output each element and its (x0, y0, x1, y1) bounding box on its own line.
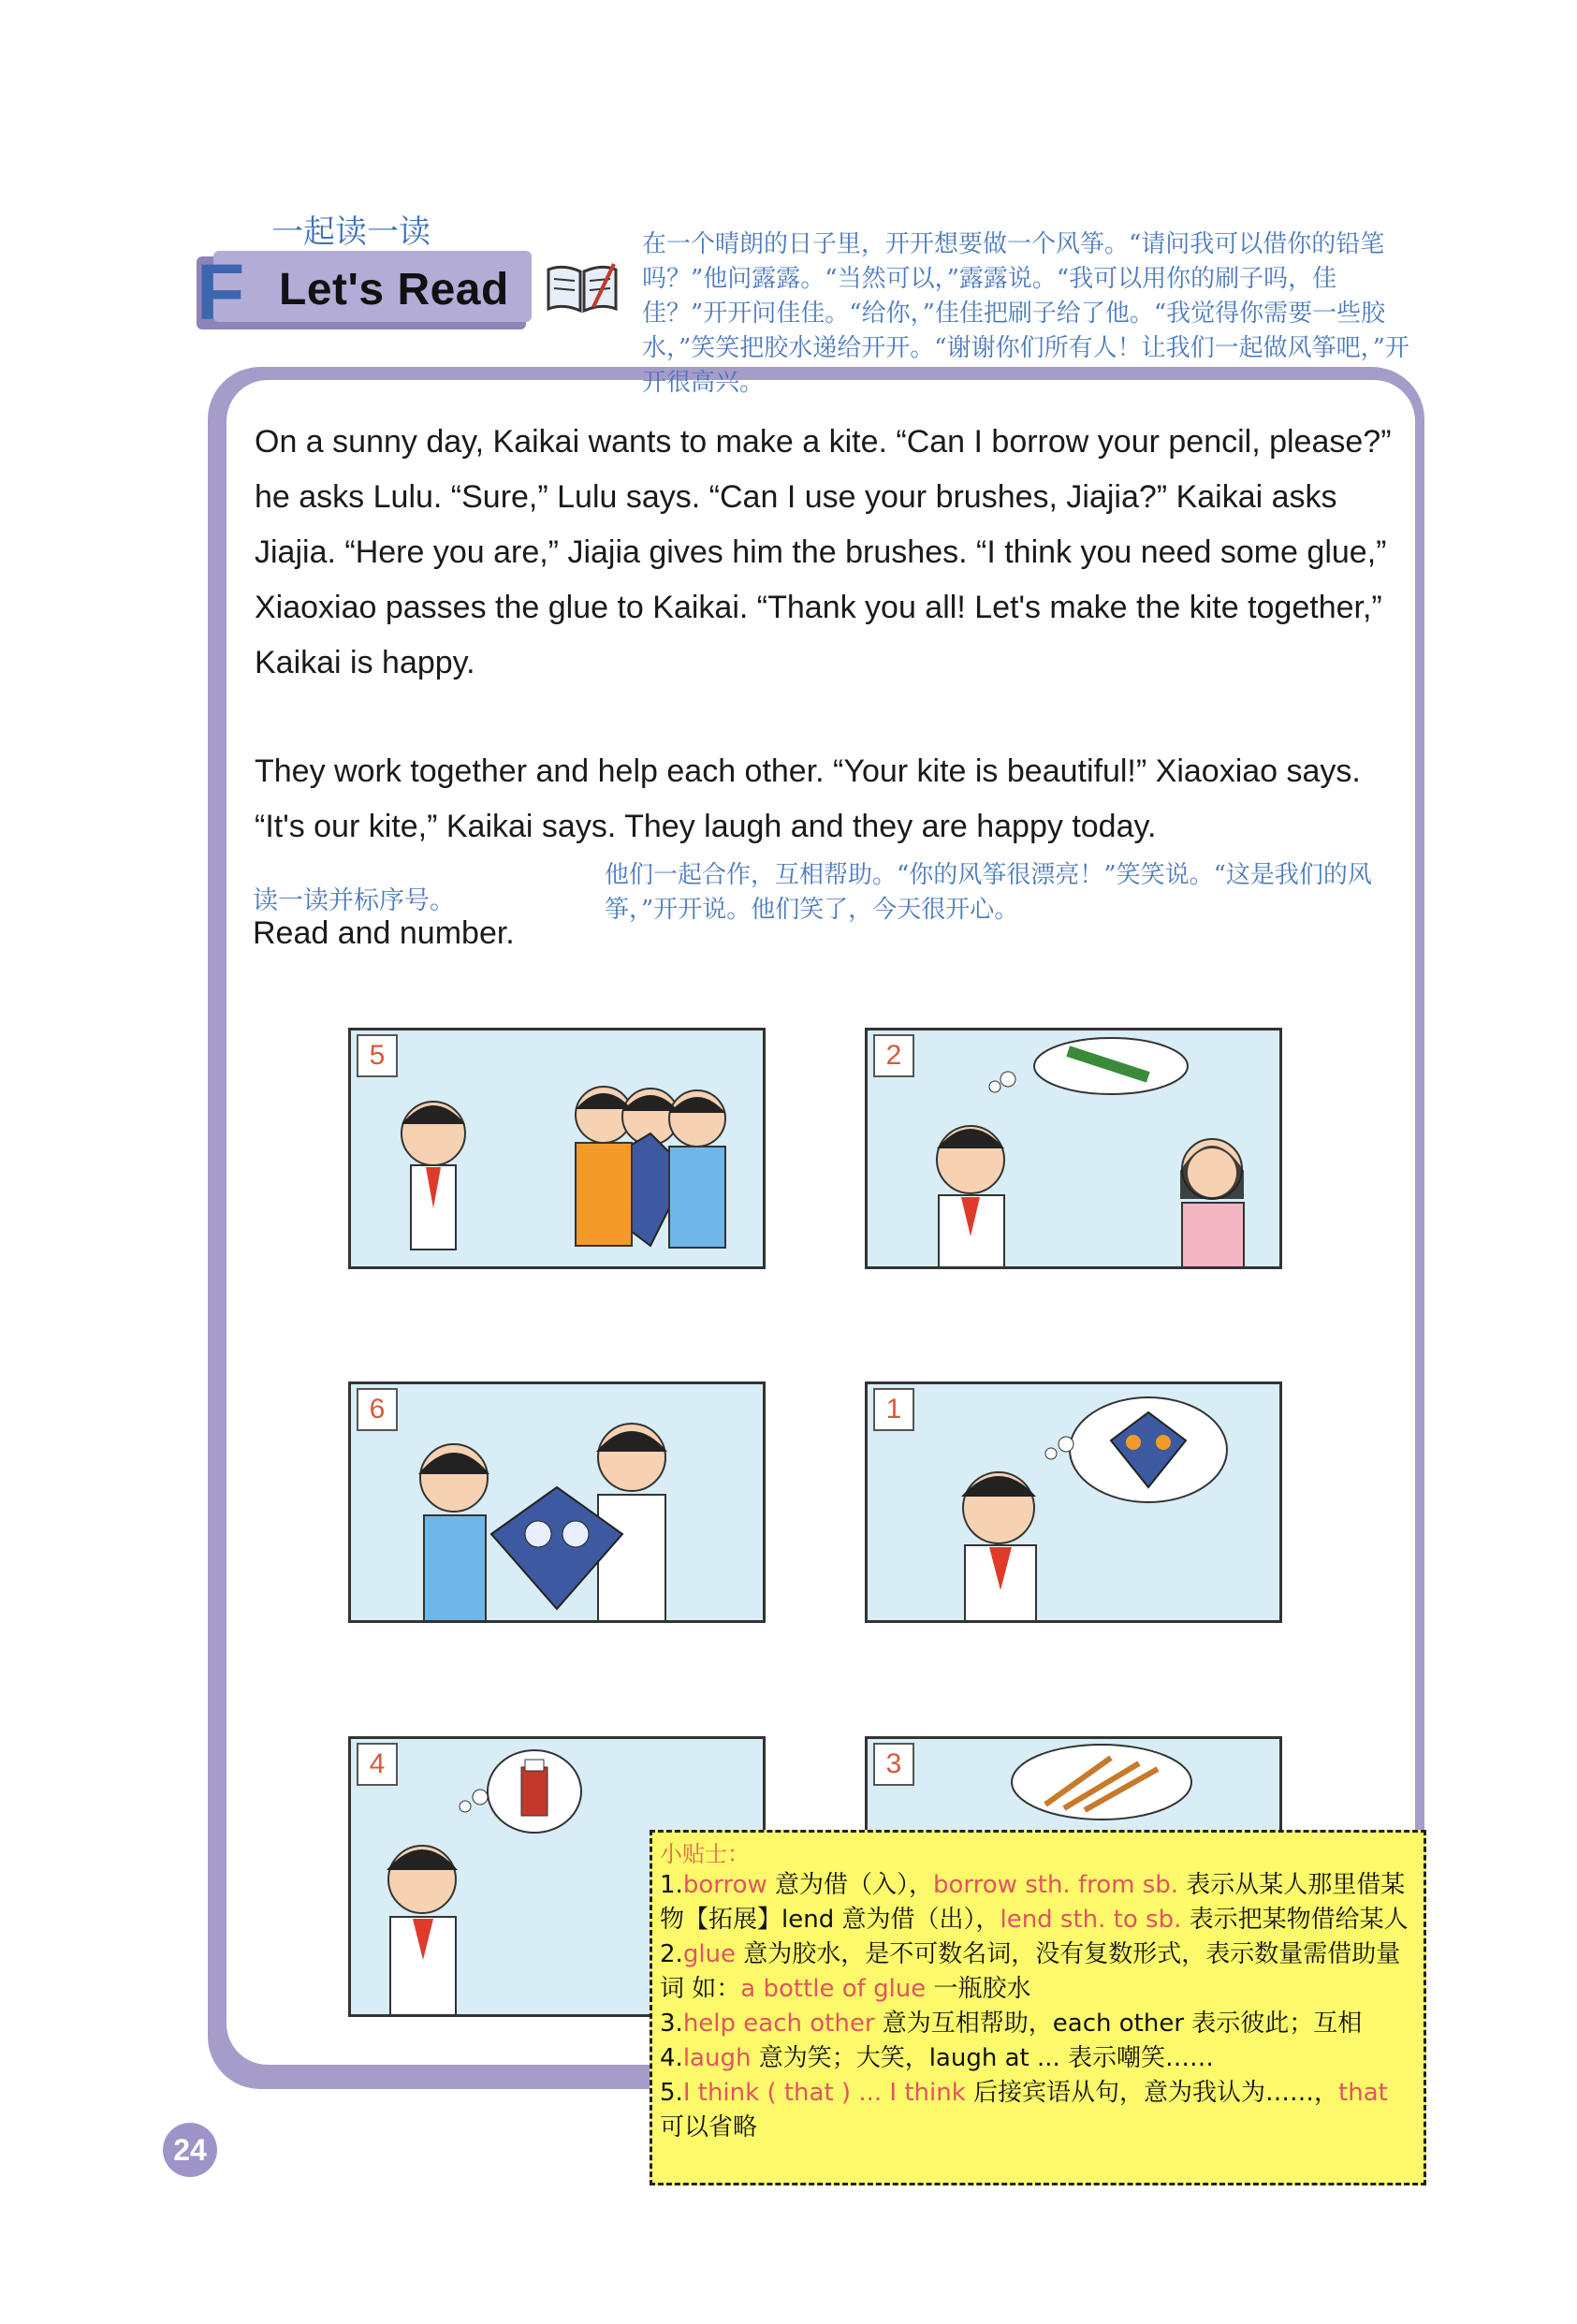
tip-keyword: a bottle of glue (740, 1975, 927, 2003)
tip-keyword: borrow (682, 1871, 767, 1899)
tip-text: 意为胶水，是不可数名词，没有复数形式，表示数量需借助量词 如： (660, 1940, 1401, 2003)
tip-number: 5. (660, 2079, 683, 2107)
tip-text: 意为笑；大笑，laugh at ... 表示嘲笑…… (751, 2044, 1215, 2072)
tip-keyword: help each other (682, 2010, 875, 2038)
panel-number: 3 (873, 1743, 914, 1786)
illustration-girl-boy-hold-kite (351, 1384, 766, 1623)
panel-number: 1 (873, 1388, 914, 1431)
story-paragraph-2: They work together and help each other. “Your kite is beautiful!” Xiaoxiao says. “It's our kite,” Kaikai says. They laugh and they are happy today. (255, 753, 1361, 844)
instruction-cn: 读一读并标序号。 (253, 886, 455, 915)
comic-panel-6 (348, 1381, 766, 1623)
tip-keyword: laugh (682, 2044, 752, 2072)
section-title-banner (197, 248, 524, 336)
comic-panel-5 (348, 1028, 766, 1269)
tip-number: 1. (660, 1871, 683, 1899)
comic-panel-1 (865, 1381, 1282, 1623)
instruction-en: Read and number. (253, 915, 515, 951)
tip-text: 表示从某人那里借某物【拓展】lend 意为借（出）， (660, 1871, 1406, 1934)
book-icon (545, 260, 620, 316)
comic-panel-2 (865, 1028, 1282, 1269)
tip-item-3 (660, 2007, 1414, 2041)
tip-keyword: that (1338, 2079, 1388, 2107)
translation-mid-cn: 他们一起合作，互相帮助。“你的风筝很漂亮！”笑笑说。“这是我们的风筝，”开开说。他们笑了，今天很开心。 (605, 861, 1372, 924)
tip-number: 3. (660, 2010, 683, 2038)
tip-item-2 (660, 1937, 1414, 2007)
illustration-kids-with-kite (351, 1030, 766, 1269)
panel-number: 4 (357, 1743, 398, 1786)
tip-text: 意为借（入）， (767, 1871, 934, 1899)
panel-number: 5 (357, 1034, 398, 1077)
tip-keyword: glue (682, 1940, 737, 1968)
illustration-boy-thinks-pencil (868, 1030, 1282, 1269)
tip-text: 表示把某物借给某人 (1181, 1906, 1409, 1934)
tip-text: 可以省略 (660, 2113, 758, 2141)
tips-heading: 小贴士： (660, 1841, 750, 1867)
tip-text: 后接宾语从句，意为我认为……， (965, 2079, 1339, 2107)
tip-text: 一瓶胶水 (926, 1975, 1031, 2003)
tip-item-5 (660, 2076, 1414, 2145)
tip-keyword: borrow sth. from sb. (933, 1871, 1179, 1899)
tip-keyword: lend sth. to sb. (1000, 1906, 1182, 1934)
tip-number: 4. (660, 2044, 683, 2072)
tip-keyword: I think (889, 2079, 966, 2107)
page-number: 24 (163, 2123, 217, 2177)
tip-number: 2. (660, 1940, 683, 1968)
section-title: Let's Read (279, 265, 509, 314)
tips-box (650, 1830, 1426, 2185)
tip-item-4 (660, 2041, 1414, 2076)
tip-text: 意为互相帮助，each other 表示彼此；互相 (874, 2010, 1363, 2038)
illustration-boy-thinks-kite (868, 1384, 1282, 1623)
translation-top-cn: 在一个晴朗的日子里，开开想要做一个风筝。“请问我可以借你的铅笔吗？”他问露露。“当然可以，”露露说。“我可以用你的刷子吗，佳佳？”开开问佳佳。“给你，”佳佳把刷子给了他。“我觉得你需要一些胶水，”笑笑把胶水递给开开。“谢谢你们所有人！让我们一起做风筝吧，”开开很高兴。 (642, 230, 1409, 397)
story-paragraph-1: On a sunny day, Kaikai wants to make a kite. “Can I borrow your pencil, please?” he asks Lulu. “Sure,” Lulu says. “Can I use your brushes, Jiajia?” Kaikai asks Jiajia. “Here you are,” Jiajia gives him the brushes. “I think you need some glue,” Xiaoxiao passes the glue to Kaikai. “Thank you all! Let's make the kite together,” Kaikai is happy. (255, 424, 1392, 680)
section-letter: F (197, 248, 245, 336)
panel-number: 2 (873, 1034, 914, 1077)
tip-item-1 (660, 1868, 1414, 1937)
section-subtitle-cn: 一起读一读 (271, 213, 431, 251)
panel-number: 6 (357, 1388, 398, 1431)
tip-keyword: I think ( that ) ... (682, 2079, 883, 2107)
